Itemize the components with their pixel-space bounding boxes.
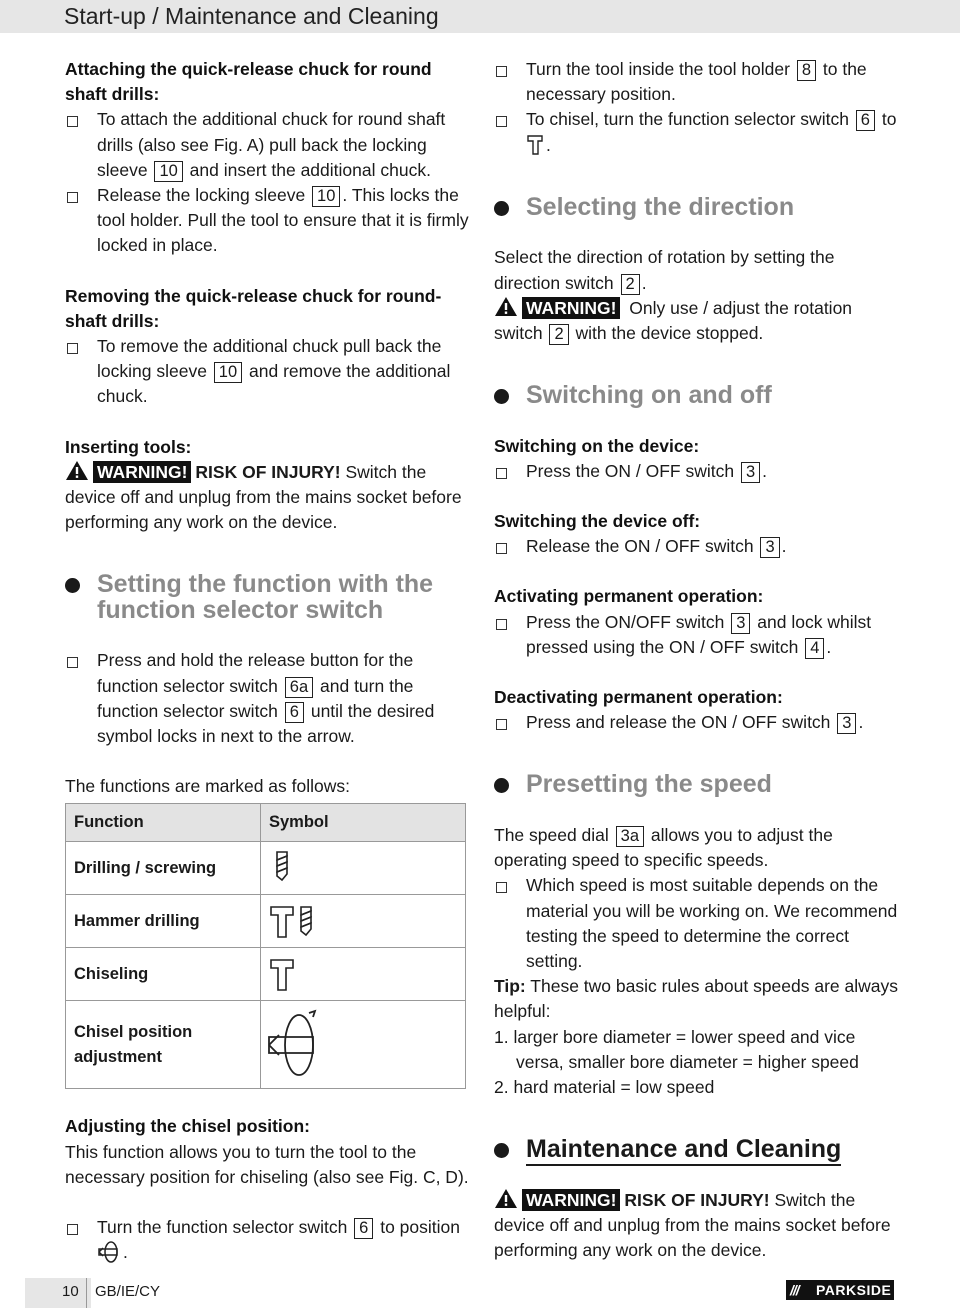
on-heading: Switching on the device: <box>494 435 700 456</box>
page-title: Start-up / Maintenance and Cleaning <box>64 3 439 29</box>
warning-triangle-icon <box>494 1188 518 1209</box>
part-number: 6 <box>285 702 304 723</box>
brand-logo: /// PARKSIDE <box>786 1280 894 1300</box>
list-item: Turn the tool inside the tool holder 8 to the necessary position. <box>494 57 904 107</box>
warning-label: WARNING! <box>522 297 620 319</box>
part-number: 3 <box>731 613 750 634</box>
off-heading: Switching the device off: <box>494 511 701 532</box>
insert-warning: WARNING! RISK OF INJURY! Switch the device off and unplug from the mains socket before performing any work on the device. <box>65 461 462 533</box>
risk-label: RISK OF INJURY! <box>195 461 341 482</box>
part-number: 10 <box>154 161 182 182</box>
part-number: 2 <box>549 324 568 345</box>
list-item: Press the ON/OFF switch 3 and lock whilst pressed using the ON / OFF switch 4 . <box>494 610 904 660</box>
chisel-symbol-icon <box>526 133 546 155</box>
maintenance-warning: WARNING! RISK OF INJURY! Switch the device off and unplug from the mains socket before performing any work on the device. <box>494 1189 891 1261</box>
function-table <box>65 803 466 1089</box>
tip-label: Tip: <box>494 976 526 997</box>
chisel-symbol-icon <box>267 954 301 994</box>
rotate-symbol-icon <box>263 1007 333 1083</box>
part-number: 3 <box>741 462 760 483</box>
table-header-symbol: Symbol <box>261 804 466 842</box>
perm-off-heading: Deactivating permanent operation: <box>494 687 783 708</box>
rotate-symbol-icon <box>97 1240 123 1264</box>
table-row: Chisel position adjustment <box>66 1001 466 1089</box>
page-number: 10 <box>62 1283 79 1300</box>
list-item: Turn the function selector switch 6 to position . <box>65 1215 470 1265</box>
list-item: Press and release the ON / OFF switch 3 . <box>494 710 904 735</box>
list-item: Press and hold the release button for the function selector switch 6a and turn the function selector switch 6 until the desired symbol locks in next to the arrow. <box>65 648 470 749</box>
remove-heading: Removing the quick-release chuck for round-shaft drills: <box>65 285 442 331</box>
table-row: Drilling / screwing <box>66 842 466 895</box>
insert-heading: Inserting tools: <box>65 436 192 457</box>
table-row: Hammer drilling <box>66 895 466 948</box>
warning-triangle-icon <box>494 296 518 317</box>
list-item: To remove the additional chuck pull back the locking sleeve 10 and remove the additional chuck. <box>65 334 470 410</box>
attach-heading: Attaching the quick-release chuck for round shaft drills: <box>65 59 432 105</box>
part-number: 2 <box>621 274 640 295</box>
part-number: 8 <box>797 60 816 81</box>
list-item: Which speed is most suitable depends on the material you will be working on. We recommend testing the speed to determine the correct setting. <box>494 873 904 974</box>
part-number: 6 <box>856 110 875 131</box>
page-header <box>0 0 960 33</box>
left-column <box>65 57 470 1265</box>
part-number: 4 <box>805 638 824 659</box>
direction-warning: WARNING! Only use / adjust the rotation switch 2 with the device stopped. <box>494 297 853 343</box>
table-header-function: Function <box>66 804 261 842</box>
list-item: Release the ON / OFF switch 3 . <box>494 534 904 559</box>
direction-text: Select the direction of rotation by setting the direction switch 2 . <box>494 247 835 293</box>
part-number: 3 <box>837 713 856 734</box>
drill-symbol-icon <box>267 848 297 888</box>
risk-label: RISK OF INJURY! <box>624 1189 770 1210</box>
part-number: 6 <box>354 1218 373 1239</box>
warning-label: WARNING! <box>522 1189 620 1211</box>
list-item: Press the ON / OFF switch 3 . <box>494 459 904 484</box>
chisel-heading: Adjusting the chisel position: <box>65 1116 310 1137</box>
list-item: To attach the additional chuck for round shaft drills (also see Fig. A) pull back the locking sleeve 10 and insert the additional chuck. <box>65 107 470 183</box>
part-number: 6a <box>285 677 313 698</box>
chisel-text: This function allows you to turn the tool to the necessary position for chiseling (also see Fig. C, D). <box>65 1141 469 1187</box>
list-item: To chisel, turn the function selector switch 6 to . <box>494 107 904 157</box>
function-section-heading: Setting the function with the function selector switch <box>65 572 470 623</box>
part-number: 3a <box>616 826 644 847</box>
functions-intro: The functions are marked as follows: <box>65 776 350 797</box>
speed-text: The speed dial 3a allows you to adjust the operating speed to specific speeds. <box>494 824 833 871</box>
footer-page-box <box>25 1278 91 1308</box>
perm-on-heading: Activating permanent operation: <box>494 586 764 607</box>
list-item: Release the locking sleeve 10 . This locks the tool holder. Pull the tool to ensure that it is firmly locked in place. <box>65 183 470 259</box>
part-number: 3 <box>760 537 779 558</box>
warning-triangle-icon <box>65 460 89 481</box>
maintenance-section-heading: Maintenance and Cleaning <box>494 1137 904 1163</box>
hammer-drill-symbol-icon <box>267 901 327 941</box>
right-column <box>494 57 904 1263</box>
warning-label: WARNING! <box>93 461 191 483</box>
footer-divider <box>86 1278 87 1308</box>
part-number: 10 <box>214 362 242 383</box>
rule-item: 2. hard material = low speed <box>494 1076 715 1097</box>
direction-section-heading: Selecting the direction <box>494 195 904 221</box>
switching-section-heading: Switching on and off <box>494 383 904 409</box>
tip: Tip: These two basic rules about speeds are always helpful: <box>494 976 899 1022</box>
part-number: 10 <box>312 186 340 207</box>
table-row: Chiseling <box>66 948 466 1001</box>
speed-section-heading: Presetting the speed <box>494 772 904 798</box>
country-codes: GB/IE/CY <box>95 1283 161 1300</box>
rule-item: 1. larger bore diameter = lower speed and vice versa, smaller bore diameter = higher speed <box>494 1026 859 1072</box>
